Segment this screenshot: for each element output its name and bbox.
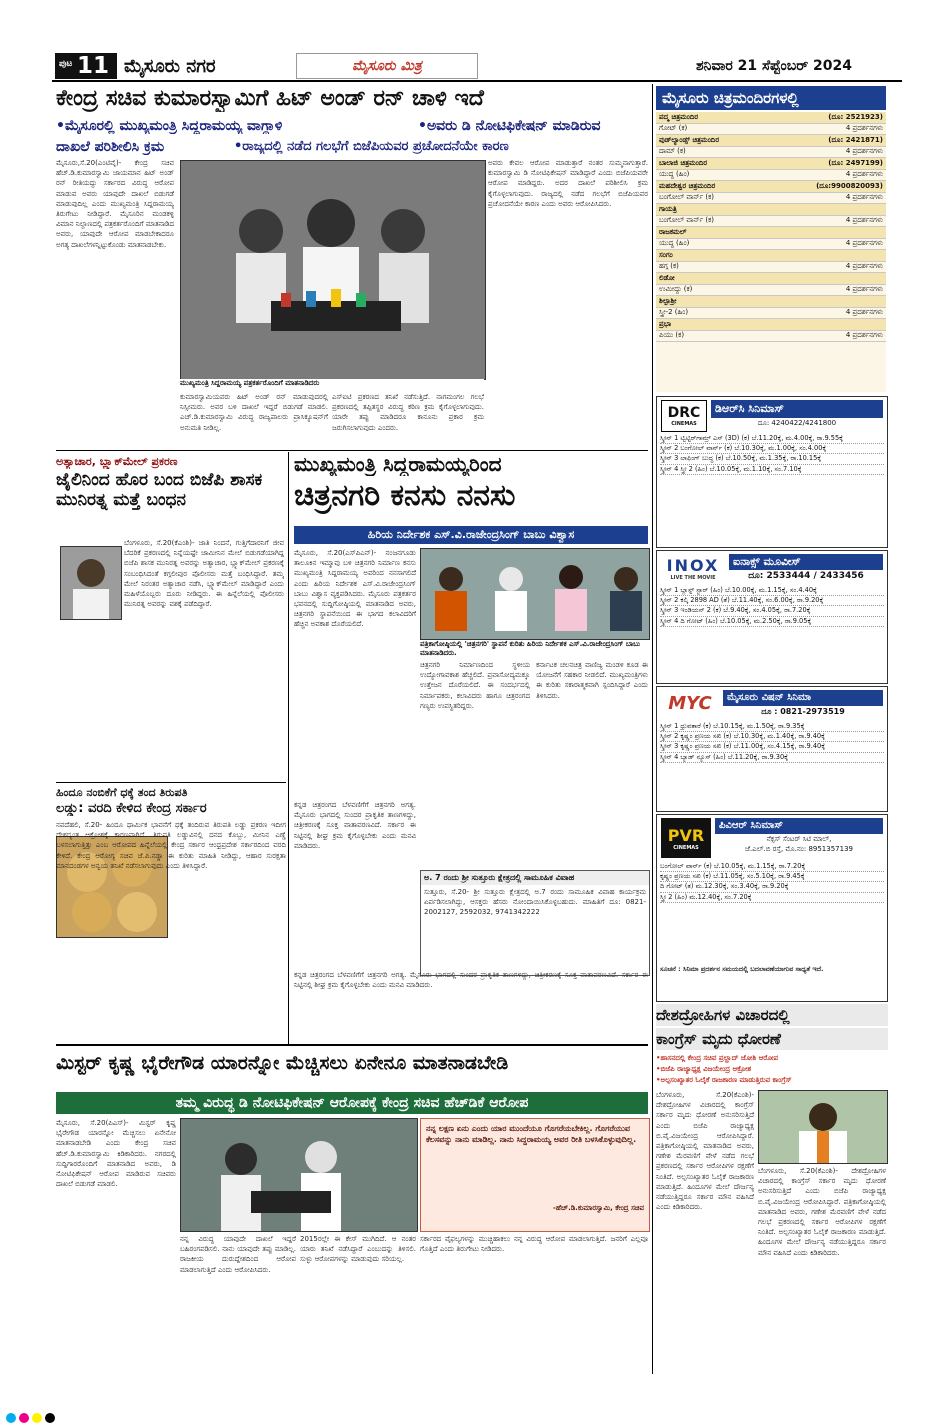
- divider: [56, 1044, 648, 1046]
- minister-press-photo-icon: [181, 1119, 417, 1231]
- theatre-row-info: 4 ಪ್ರದರ್ಶನಗಳು: [845, 124, 883, 133]
- drc-logo-sub: CINEMAS: [671, 421, 697, 427]
- theatre-name-row: [656, 296, 886, 308]
- quote-text: ನನ್ನ ಲಕ್ಷಣ ಏನು ಎಂದು ಯಾರ ಮುಂದೆಯೂ ಗೊಗರೆಯಬೇಕಿಲ್ಲ. ಗೊಗರೆಯುವ ಕೆಲಸವನ್ನು ನಾನು ಮಾಡಿಲ್ಲ. ನಾನು ಸಿದ್ದರಾಮಯ್ಯ ಅವರ ರೀತಿ ಬಳಸಿಕೊಳ್ಳುವುದಿಲ್ಲ.: [426, 1124, 637, 1144]
- myc-logo: MYC: [668, 692, 712, 714]
- masthead: ಮೈಸೂರು ಮಿತ್ರ: [296, 53, 478, 79]
- theatre-row-name: ಪದ್ಮ ಚಿತ್ರಮಂದಿರ: [659, 112, 699, 121]
- notice-box: [420, 870, 650, 976]
- theatre-show-row: [656, 170, 886, 182]
- theatre-row-name: ವುಡ್‌ಲ್ಯಾಂಡ್ಸ್ ಚಿತ್ರಮಂದಿರ: [659, 135, 720, 144]
- inox-showtimes: [657, 585, 887, 628]
- story6-body: ಬೆಂಗಳೂರು, ಸೆ.20(ಕೆಎಂಶಿ)- ದೇಶದ್ರೋಹಿಗಳ ವಿಚಾರದಲ್ಲಿ ಕಾಂಗ್ರೆಸ್ ಸರ್ಕಾರ ಮೃದು ಧೋರಣೆ ಅನುಸರಿಸುತ್ತಿದೆ ಎಂದು ಬಿಜೆಪಿ ರಾಜ್ಯಾಧ್ಯಕ್ಷ ಬಿ.ವೈ.ವಿಜಯೇಂದ್ರ ಆರೋಪಿಸಿದ್ದಾರೆ. ಪತ್ರಿಕಾಗೋಷ್ಠಿಯಲ್ಲಿ ಮಾತನಾಡಿದ ಅವರು, ಗಣೇಶ ಮೆರವಣಿಗೆ ವೇಳೆ ನಡೆದ ಗಲಭೆ ಪ್ರಕರಣದಲ್ಲಿ ಸರ್ಕಾರ ಆರೋಪಿಗಳ ರಕ್ಷಣೆಗೆ ನಿಂತಿದೆ. ಅಲ್ಪಸಂಖ್ಯಾತರ ಓಲೈಕೆ ರಾಜಕಾರಣ ಮಾಡುತ್ತಿದೆ. ಹಿಂದೂಗಳ ಮೇಲೆ ದೌರ್ಜನ್ಯ ನಡೆಯುತ್ತಿದ್ದರೂ ಸರ್ಕಾರ ಮೌನ ವಹಿಸಿದೆ ಎಂದು ಕಿಡಿಕಾರಿದರು.: [656, 1091, 754, 1212]
- drc-name: ಡಿಆರ್‌ಸಿ ಸಿನಿಮಾಸ್: [711, 400, 883, 418]
- theatre-row-info: (ದೂ: 2497199): [828, 158, 883, 167]
- lead-column-2: ಅವರು ಕೇವಲ ಆರೋಪ ಮಾಡುತ್ತಾರೆ ನಂತರ ಸುಮ್ಮನಾಗುತ್ತಾರೆ. ಕುಮಾರಸ್ವಾಮಿ ಡಿ ನೋಟಿಫಿಕೇಷನ್ ಮಾಡಿದ್ದಾರೆ ಎಂದು ಬಿಜೆಪಿಯವರೇ ಆರೋಪ ಮಾಡಿದ್ದರು. ಅದರ ದಾಖಲೆ ಪರಿಶೀಲಿಸಿ ಕ್ರಮ ಕೈಗೊಳ್ಳಲಾಗುವುದು. ರಾಜ್ಯದಲ್ಲಿ ನಡೆದ ಗಲಭೆಗೆ ಬಿಜೆಪಿಯವರ ಪ್ರಚೋದನೆಯೇ ಕಾರಣ ಎಂದು ಅವರು ಆರೋಪಿಸಿದರು.: [488, 159, 648, 208]
- showtime-line: ಕೃಷ್ಣಂ ಪ್ರಣಯ ಸಖಿ (ಕ) ಬೆ.11.05ಕ್ಕೆ, ಸಂ.5.10ಕ್ಕೆ, ರಾ.9.45ಕ್ಕೆ: [660, 872, 884, 882]
- color-registration-marks: [6, 1408, 58, 1427]
- myc-phone: ದೂ : 0821-2973519: [761, 707, 845, 716]
- drc-phone: ದೂ: 4240422/4241800: [757, 419, 837, 427]
- showtime-line: ಸ್ಕ್ರೀನ್ 3 ಲಾಫಿಂಗ್ ಬುದ್ಧ (ಕ) ಬೆ.10.50ಕ್ಕೆ, ಮ.1.35ಕ್ಕೆ, ರಾ.10.15ಕ್ಕೆ: [660, 454, 884, 464]
- lead-sub-4: •ರಾಜ್ಯದಲ್ಲಿ ನಡೆದ ಗಲಭೆಗೆ ಬಿಜೆಪಿಯವರ ಪ್ರಚೋದನೆಯೇ ಕಾರಣ: [234, 139, 509, 154]
- story4-column-2: ಕನ್ನಡ ಚಿತ್ರರಂಗದ ಬೆಳವಣಿಗೆಗೆ ಚಿತ್ರನಗರಿ ಅಗತ್ಯ. ಮೈಸೂರು ಭಾಗದಲ್ಲಿ ಸುಂದರ ಪ್ರಾಕೃತಿಕ ತಾಣಗಳಿದ್ದು, ಚಿತ್ರೀಕರಣಕ್ಕೆ ಸೂಕ್ತ ವಾತಾವರಣವಿದೆ. ಸರ್ಕಾರ ಈ ನಿಟ್ಟಿನಲ್ಲಿ ಶೀಘ್ರ ಕ್ರಮ ಕೈಗೊಳ್ಳಬೇಕು ಎಂದು ಮನವಿ ಮಾಡಿದರು.: [294, 801, 416, 850]
- inox-logo-sub: LIVE THE MOVIE: [670, 574, 716, 581]
- theatre-row-name: ಪಿಯು (ಕ): [659, 331, 685, 340]
- theatre-row-info: 4 ಪ್ರದರ್ಶನಗಳು: [845, 170, 883, 179]
- theatre-row-info: (ದೂ: 2521923): [828, 112, 883, 121]
- theatre-row-info: (ದೂ: 2421871): [828, 135, 883, 144]
- showtime-line: ದಿ ಗೋಟ್ (ತ) ಮ.12.30ಕ್ಕೆ, ಸಂ.3.40ಕ್ಕೆ, ರಾ.9.20ಕ್ಕೆ: [660, 882, 884, 892]
- theatre-show-row: [656, 124, 886, 136]
- inox-logo-text: INOX: [666, 555, 720, 575]
- story5-column-3: 2015ರಲ್ಲೇ ಈ ಕೇಸ್ ಮುಗಿದಿದೆ. ಆ ನಂತರ ಯಾರು ತನಿಖೆ ನಡೆಸಿದ್ದಾರೆ ಎಂಬುದನ್ನು ತಿಳಿಸಲಿ. ಸುಳ್ಳು ಆರೋಪಗಳನ್ನು ಮಾಡುವುದು ಸರಿಯಲ್ಲ.: [300, 1235, 416, 1264]
- story5-column-2: ನನ್ನ ವಿರುದ್ಧ ಯಾವುದೇ ದಾಖಲೆ ಇದ್ದರೆ ಬಹಿರಂಗಪಡಿಸಲಿ. ನಾನು ಯಾವುದೇ ತಪ್ಪು ಮಾಡಿಲ್ಲ. ರಾಜಕೀಯ ದುರುದ್ದೇಶದಿಂದ ಆರೋಪ ಮಾಡಲಾಗುತ್ತಿದೆ ಎಂದು ಆರೋಪಿಸಿದರು.: [180, 1235, 296, 1274]
- theatre-show-row: [656, 285, 886, 297]
- divider: [652, 84, 653, 1374]
- story6-bullet-3: •ಅಲ್ಪಸಂಖ್ಯಾತರ ಓಲೈಕೆ ರಾಜಕಾರಣ ಮಾಡುತ್ತಿರುವ ಕಾಂಗ್ರೆಸ್: [656, 1076, 792, 1084]
- notice-body: ಸುತ್ತೂರು, ಸೆ.20- ಶ್ರೀ ಸುತ್ತೂರು ಕ್ಷೇತ್ರದಲ್ಲಿ ಅ.7 ರಂದು ಸಾಮೂಹಿಕ ವಿವಾಹ ಕಾರ್ಯಕ್ರಮ ಏರ್ಪಡಿಸಲಾಗಿದ್ದು, ಆಸಕ್ತರು ಹೆಸರು ನೋಂದಾಯಿಸಿಕೊಳ್ಳಬಹುದು. ಮಾಹಿತಿಗೆ ದೂ: 0821-2002127, 2592032, 9741342222: [424, 888, 646, 917]
- story2-kicker: ಅತ್ಯಾಚಾರ, ಬ್ಲ್ಯಾಕ್‌ಮೇಲ್ ಪ್ರಕರಣ: [56, 455, 178, 468]
- page-number-box: [55, 53, 117, 79]
- showtime-line: ಸ್ಕ್ರೀನ್ 2 ಬಂಗೋಲ್ ವಾರ್ನ್ (ಕ) ಬೆ.10.30ಕ್ಕೆ, ಮ.1.00ಕ್ಕೆ, ಸಂ.4.00ಕ್ಕೆ: [660, 444, 884, 454]
- inox-box: [656, 550, 888, 684]
- pvr-address: ನೆಕ್ಸಸ್ ಸೆಂಟರ್ ಸಿಟಿ ಮಾಲ್,: [766, 835, 832, 843]
- story4-column-4: ಕರ್ನಾಟಕ ಚಲನಚಿತ್ರ ವಾಣಿಜ್ಯ ಮಂಡಳಿ ಕೂಡ ಈ ಯೋಜನೆಗೆ ಸಹಕಾರ ನೀಡಲಿದೆ. ಮುಖ್ಯಮಂತ್ರಿಗಳು ಈ ಕುರಿತು ಸಕಾರಾತ್ಮಕವಾಗಿ ಸ್ಪಂದಿಸಿದ್ದಾರೆ ಎಂದು ತಿಳಿಸಿದರು.: [536, 661, 648, 700]
- notice-title: ಅ. 7 ರಂದು ಶ್ರೀ ಸುತ್ತೂರು ಕ್ಷೇತ್ರದಲ್ಲಿ ಸಾಮೂಹಿಕ ವಿವಾಹ: [421, 871, 649, 885]
- theatre-name-row: [656, 158, 886, 170]
- theatre-show-row: [656, 216, 886, 228]
- date-line: ಶನಿವಾರ 21 ಸೆಪ್ಟೆಂಬರ್ 2024: [696, 58, 853, 74]
- theatre-name-row: [656, 250, 886, 262]
- story4-column-5: ಕನ್ನಡ ಚಿತ್ರರಂಗದ ಬೆಳವಣಿಗೆಗೆ ಚಿತ್ರನಗರಿ ಅಗತ್ಯ. ಮೈಸೂರು ಭಾಗದಲ್ಲಿ ಸುಂದರ ಪ್ರಾಕೃತಿಕ ತಾಣಗಳಿದ್ದು, ಚಿತ್ರೀಕರಣಕ್ಕೆ ಸೂಕ್ತ ವಾತಾವರಣವಿದೆ. ಸರ್ಕಾರ ಈ ನಿಟ್ಟಿನಲ್ಲಿ ಶೀಘ್ರ ಕ್ರಮ ಕೈಗೊಳ್ಳಬೇಕು ಎಂದು ಮನವಿ ಮಾಡಿದರು.: [294, 971, 648, 990]
- story6-body-2: ಬೆಂಗಳೂರು, ಸೆ.20(ಕೆಎಂಶಿ)- ದೇಶದ್ರೋಹಿಗಳ ವಿಚಾರದಲ್ಲಿ ಕಾಂಗ್ರೆಸ್ ಸರ್ಕಾರ ಮೃದು ಧೋರಣೆ ಅನುಸರಿಸುತ್ತಿದೆ ಎಂದು ಬಿಜೆಪಿ ರಾಜ್ಯಾಧ್ಯಕ್ಷ ಬಿ.ವೈ.ವಿಜಯೇಂದ್ರ ಆರೋಪಿಸಿದ್ದಾರೆ. ಪತ್ರಿಕಾಗೋಷ್ಠಿಯಲ್ಲಿ ಮಾತನಾಡಿದ ಅವರು, ಗಣೇಶ ಮೆರವಣಿಗೆ ವೇಳೆ ನಡೆದ ಗಲಭೆ ಪ್ರಕರಣದಲ್ಲಿ ಸರ್ಕಾರ ಆರೋಪಿಗಳ ರಕ್ಷಣೆಗೆ ನಿಂತಿದೆ. ಅಲ್ಪಸಂಖ್ಯಾತರ ಓಲೈಕೆ ರಾಜಕಾರಣ ಮಾಡುತ್ತಿದೆ. ಹಿಂದೂಗಳ ಮೇಲೆ ದೌರ್ಜನ್ಯ ನಡೆಯುತ್ತಿದ್ದರೂ ಸರ್ಕಾರ ಮೌನ ವಹಿಸಿದೆ ಎಂದು ಕಿಡಿಕಾರಿದರು.: [758, 1167, 886, 1257]
- pvr-logo-text: PVR: [667, 825, 705, 845]
- story3-kicker: ಹಿಂದೂ ನಂಬಿಕೆಗೆ ಧಕ್ಕೆ ತಂದ ತಿರುಪತಿ: [56, 786, 188, 799]
- theatre-list: [656, 112, 886, 392]
- theatre-row-name: ಮಹದೇಶ್ವರ ಚಿತ್ರಮಂದಿರ: [659, 181, 716, 190]
- pvr-phone: ಜೆ.ಎಲ್.ಬಿ ರಸ್ತೆ, ಮೊ.ನಂ: 8951357139: [745, 845, 853, 853]
- pvr-box: [656, 814, 888, 1002]
- theatre-row-name: ಶಿಲ್ಪಾಶ್ರೀ: [659, 296, 677, 305]
- showtime-line: ಸ್ಕ್ರೀನ್ 4 ಸ್ತ್ರೀ 2 (ಹಿಂ) ಬೆ.10.05ಕ್ಕೆ, ಮ.1.10ಕ್ಕೆ, ಸಂ.7.10ಕ್ಕೆ: [660, 465, 884, 475]
- quote-attribution: -ಹೆಚ್.ಡಿ.ಕುಮಾರಸ್ವಾಮಿ, ಕೇಂದ್ರ ಸಚಿವ: [553, 1204, 644, 1212]
- divider: [56, 782, 286, 783]
- lead-photo: [180, 160, 486, 380]
- theatre-row-info: 4 ಪ್ರದರ್ಶನಗಳು: [845, 308, 883, 317]
- pvr-note: ಸೂಚನೆ : ಸಿನಿಮಾ ಪ್ರದರ್ಶನ ಸಮಯದಲ್ಲಿ ಬದಲಾವಣೆಯಾಗುವ ಸಾಧ್ಯತೆ ಇದೆ.: [660, 965, 824, 973]
- story6-headline-1: ದೇಶದ್ರೋಹಿಗಳ ವಿಚಾರದಲ್ಲಿ: [656, 1004, 888, 1026]
- story6-bullet-1: •ಹಾಸನದಲ್ಲಿ ಕೇಂದ್ರ ಸಚಿವ ಪ್ರಲ್ಹಾದ್ ಜೋಶಿ ಆರೋಪ: [656, 1054, 779, 1062]
- myc-showtimes: [657, 721, 887, 764]
- quote-box: [420, 1118, 650, 1232]
- theatre-row-info: 4 ಪ್ರದರ್ಶನಗಳು: [845, 239, 883, 248]
- drc-logo-text: DRC: [667, 405, 701, 421]
- showtime-line: ಸ್ತ್ರೀ 2 (ಹಿಂ) ಮ.12.40ಕ್ಕೆ, ಸಂ.7.20ಕ್ಕೆ: [660, 893, 884, 903]
- theatre-name-row: [656, 135, 886, 147]
- story4-photo: [420, 548, 650, 640]
- inox-phone: ದೂ: 2533444 / 2433456: [748, 571, 864, 581]
- story2-body: ಬೆಂಗಳೂರು, ಸೆ.20(ಕೆಎಂಶಿ)- ಜಾತಿ ನಿಂದನೆ, ಗುತ್ತಿಗೆದಾರನಿಗೆ ಜೀವ ಬೆದರಿಕೆ ಪ್ರಕರಣದಲ್ಲಿ ನಿನ್ನೆಯಷ್ಟೇ ಜಾಮೀನಿನ ಮೇಲೆ ಬಿಡುಗಡೆಯಾಗಿದ್ದ ಬಿಜೆಪಿ ಶಾಸಕ ಮುನಿರತ್ನ ಅವರನ್ನು ಅತ್ಯಾಚಾರ, ಬ್ಲ್ಯಾಕ್‌ಮೇಲ್ ಪ್ರಕರಣಕ್ಕೆ ಸಂಬಂಧಿಸಿದಂತೆ ಕಗ್ಗಲೀಪುರ ಪೊಲೀಸರು ಮತ್ತೆ ಬಂಧಿಸಿದ್ದಾರೆ. ತಮ್ಮ ಮೇಲೆ ನಿರಂತರ ಅತ್ಯಾಚಾರ ನಡೆಸಿ, ಬ್ಲ್ಯಾಕ್‌ಮೇಲ್ ಮಾಡಿದ್ದಾರೆ ಎಂದು ಮಹಿಳೆಯೊಬ್ಬರು ದೂರು ನೀಡಿದ್ದರು. ಈ ಹಿನ್ನೆಲೆಯಲ್ಲಿ ಪೊಲೀಸರು ಮುನಿರತ್ನ ಅವರನ್ನು ವಶಕ್ಕೆ ಪಡೆದಿದ್ದಾರೆ.: [124, 539, 284, 609]
- story5-column-1: ಮೈಸೂರು, ಸೆ.20(ಪಿಎಸ್)- ಮಿಸ್ಟರ್ ಕೃಷ್ಣ ಭೈರೇಗೌಡ ಯಾರನ್ನೋ ಮೆಚ್ಚಿಸಲು ಏನೇನೋ ಮಾತನಾಡಬೇಡಿ ಎಂದು ಕೇಂದ್ರ ಸಚಿವ ಹೆಚ್.ಡಿ.ಕುಮಾರಸ್ವಾಮಿ ಕಿಡಿಕಾರಿದರು. ನಗರದಲ್ಲಿ ಸುದ್ದಿಗಾರರೊಂದಿಗೆ ಮಾತನಾಡಿದ ಅವರು, ಡಿ ನೋಟಿಫಿಕೇಷನ್ ಆರೋಪ ಮಾಡಿರುವ ಸಚಿವರು ದಾಖಲೆ ಬಿಡುಗಡೆ ಮಾಡಲಿ.: [56, 1119, 176, 1189]
- theatre-row-name: ಲಿಡೋ: [659, 273, 675, 282]
- theatre-row-name: ಗೋಟ್ (ಕ): [659, 124, 688, 133]
- theatre-name-row: [656, 204, 886, 216]
- lead-column-4: ಎಸ್‌ಐಟಿ ಪ್ರಕರಣದ ತನಿಖೆ ನಡೆಸುತ್ತಿದೆ. ನಾಗಮಂಗಲ ಗಲಭೆ ಪ್ರಕರಣದಲ್ಲಿ ತಪ್ಪಿತಸ್ಥರ ವಿರುದ್ಧ ಕಠಿಣ ಕ್ರಮ ಕೈಗೊಳ್ಳಲಾಗುವುದು. ಯಾರೇ ತಪ್ಪು ಮಾಡಿದರೂ ಕಾನೂನು ಪ್ರಕಾರ ಕ್ರಮ ಜರುಗಿಸಲಾಗುವುದು ಎಂದರು.: [332, 393, 484, 432]
- theatre-name-row: [656, 181, 886, 193]
- myc-box: [656, 686, 888, 812]
- story4-column-1: ಮೈಸೂರು, ಸೆ.20(ಎಸ್‌ಪಿಎನ್)- ನಂಜನಗೂಡು ತಾಲೂಕಿನ ಇಮ್ಮಾವು ಬಳಿ ಚಿತ್ರನಗರಿ ನಿರ್ಮಾಣ ಕನಸು ಮುಖ್ಯಮಂತ್ರಿ ಸಿದ್ದರಾಮಯ್ಯ ಅವರಿಂದ ನನಸಾಗಲಿದೆ ಎಂದು ಹಿರಿಯ ನಿರ್ದೇಶಕ ಎಸ್.ವಿ.ರಾಜೇಂದ್ರಸಿಂಗ್ ಬಾಬು ವಿಶ್ವಾಸ ವ್ಯಕ್ತಪಡಿಸಿದರು. ಮೈಸೂರು ಪತ್ರಕರ್ತರ ಭವನದಲ್ಲಿ ಸುದ್ದಿಗೋಷ್ಠಿಯಲ್ಲಿ ಮಾತನಾಡಿದ ಅವರು, ಚಿತ್ರನಗರಿ ಸ್ಥಾಪನೆಯಿಂದ ಈ ಭಾಗದ ಕಲಾವಿದರಿಗೆ ಹೆಚ್ಚಿನ ಅವಕಾಶ ದೊರೆಯಲಿದೆ.: [294, 549, 416, 629]
- theatre-row-name: ದಾಮ್ (ಕ): [659, 147, 686, 156]
- drc-box: [656, 396, 888, 548]
- story5-subhead: ತಮ್ಮ ವಿರುದ್ಧ ಡಿ ನೋಟಿಫಿಕೇಷನ್ ಆರೋಪಕ್ಕೆ ಕೇಂದ್ರ ಸಚಿವ ಹೆಚ್‌ಡಿಕೆ ಆರೋಪ: [56, 1092, 648, 1114]
- story5-photo: [180, 1118, 418, 1232]
- divider: [288, 452, 289, 1044]
- theatre-row-name: ಯುದ್ಧ (ಹಿಂ): [659, 170, 690, 179]
- lead-photo-caption: ಮುಖ್ಯಮಂತ್ರಿ ಸಿದ್ದರಾಮಯ್ಯ ಪತ್ರಕರ್ತರೊಂದಿಗೆ ಮಾತನಾಡಿದರು: [180, 379, 484, 389]
- showtime-line: ಸ್ಕ್ರೀನ್ 3 ಇಂಡಿಯನ್ 2 (ಕ) ಬೆ.9.40ಕ್ಕೆ, ಸಂ.4.05ಕ್ಕೆ, ರಾ.7.20ಕ್ಕೆ: [660, 606, 884, 616]
- story4-headline-2: ಚಿತ್ರನಗರಿ ಕನಸು ನನಸು: [294, 478, 516, 513]
- theatre-row-name: ಸಂಗಂ: [659, 250, 673, 259]
- theatre-show-row: [656, 147, 886, 159]
- lead-column-1: ಮೈಸೂರು,ಸೆ.20(ಎಂಟಿವೈ)- ಕೇಂದ್ರ ಸಚಿವ ಹೆಚ್.ಡಿ.ಕುಮಾರಸ್ವಾಮಿ ಜಾಯಮಾನ ಹಿಟ್ ಅಂಡ್ ರನ್ ರೀತಿಯದ್ದು ಸರ್ಕಾರದ ವಿರುದ್ಧ ಆರೋಪ ಮಾಡುವ ಅವರು ಯಾವುದೇ ದಾಖಲೆ ಬಿಡುಗಡೆ ಮಾಡುವುದಿಲ್ಲ ಎಂದು ಮುಖ್ಯಮಂತ್ರಿ ಸಿದ್ದರಾಮಯ್ಯ ತಿರುಗೇಟು ನೀಡಿದ್ದಾರೆ. ಮೈಸೂರಿನ ಮಂಡಕಳ್ಳಿ ವಿಮಾನ ನಿಲ್ದಾಣದಲ್ಲಿ ಪತ್ರಕರ್ತರೊಂದಿಗೆ ಮಾತನಾಡಿದ ಅವರು, ಯಾವುದೇ ಆರೋಪ ಮಾಡಬೇಕಾದರೂ ಅಗತ್ಯ ದಾಖಲೆಗಳನ್ನಿಟ್ಟುಕೊಂಡು ಮಾತನಾಡಬೇಕು.: [56, 159, 174, 249]
- pvr-showtimes: [657, 861, 887, 904]
- theatre-row-info: 4 ಪ್ರದರ್ಶನಗಳು: [845, 193, 883, 202]
- portrait-icon: [61, 547, 121, 619]
- theatre-row-info: 4 ಪ್ರದರ್ಶನಗಳು: [845, 216, 883, 225]
- divider: [56, 450, 648, 451]
- theatre-row-info: 4 ಪ್ರದರ್ಶನಗಳು: [845, 262, 883, 271]
- story4-subhead: ಹಿರಿಯ ನಿರ್ದೇಶಕ ಎಸ್.ವಿ.ರಾಜೇಂದ್ರಸಿಂಗ್ ಬಾಬು ವಿಶ್ವಾಸ: [294, 526, 648, 544]
- story6-headline-2: ಕಾಂಗ್ರೆಸ್ ಮೃದು ಧೋರಣೆ: [656, 1028, 888, 1050]
- theatre-name-row: [656, 112, 886, 124]
- showtime-line: ಬಂಗೋಲ್ ವಾರ್ನ್ (ಕ) ಬೆ.10.05ಕ್ಕೆ, ಮ.1.15ಕ್ಕೆ, ರಾ.7.20ಕ್ಕೆ: [660, 862, 884, 872]
- story5-headline: ಮಿಸ್ಟರ್ ಕೃಷ್ಣ ಭೈರೇಗೌಡ ಯಾರನ್ನೋ ಮೆಚ್ಚಿಸಲು ಏನೇನೂ ಮಾತನಾಡಬೇಡಿ: [56, 1052, 509, 1074]
- story6-photo: [758, 1090, 888, 1164]
- inox-name: ಐನಾಕ್ಸ್ ಮೂವೀಸ್: [729, 554, 883, 570]
- theatres-title: ಮೈಸೂರು ಚಿತ್ರಮಂದಿರಗಳಲ್ಲಿ: [656, 86, 886, 110]
- drc-showtimes: [657, 433, 887, 476]
- myc-name: ಮೈಸೂರು ವಿಷನ್ ಸಿನಿಮಾ: [723, 690, 883, 706]
- lead-sub-1: •ಮೈಸೂರಲ್ಲಿ ಮುಖ್ಯಮಂತ್ರಿ ಸಿದ್ದರಾಮಯ್ಯ ವಾಗ್ದಾಳಿ: [56, 118, 283, 134]
- lead-sub-3: ದಾಖಲೆ ಪರಿಶೀಲಿಸಿ ಕ್ರಮ: [56, 139, 165, 155]
- story3-headline: ಲಡ್ಡು: ವರದಿ ಕೇಳಿದ ಕೇಂದ್ರ ಸರ್ಕಾರ: [56, 801, 207, 816]
- theatre-show-row: [656, 262, 886, 274]
- showtime-line: ಸ್ಕ್ರೀನ್ 1 ಬ್ಲಾಸ್ಟ್ ಸ್ಟಾರ್ (ಹಿಂ) ಬೆ.10.00ಕ್ಕೆ, ಮ.1.15ಕ್ಕೆ, ಸಂ.4.40ಕ್ಕೆ: [660, 586, 884, 596]
- inox-logo: [661, 554, 725, 582]
- theatre-row-name: ಸ್ತ್ರೀ-2 (ಹಿಂ): [659, 308, 689, 317]
- lead-sub-2: •ಅವರು ಡಿ ನೋಟಿಫಿಕೇಷನ್ ಮಾಡಿರುವ: [418, 118, 601, 134]
- theatre-show-row: [656, 331, 886, 343]
- showtime-line: ಸ್ಕ್ರೀನ್ 3 ಕೃಷ್ಣಂ ಪ್ರಣಯ ಸಖಿ (ಕ) ಬೆ.11.00ಕ್ಕೆ, ಸಂ.4.15ಕ್ಕೆ, ರಾ.9.40ಕ್ಕೆ: [660, 742, 884, 752]
- showtime-line: ಸ್ಕ್ರೀನ್ 2 ಕಲ್ಕಿ 2898 AD (ತೆ) ಬೆ.11.40ಕ್ಕೆ, ಸಂ.6.00ಕ್ಕೆ, ರಾ.9.20ಕ್ಕೆ: [660, 596, 884, 606]
- story4-photo-caption: ಪತ್ರಿಕಾಗೋಷ್ಠಿಯಲ್ಲಿ 'ಚಿತ್ರನಗರಿ' ಸ್ಥಾಪನೆ ಕುರಿತು ಹಿರಿಯ ನಿರ್ದೇಶಕ ಎಸ್.ವಿ.ರಾಜೇಂದ್ರಸಿಂಗ್ ಬಾಬು ಮಾತನಾಡಿದರು.: [420, 640, 648, 658]
- showtime-line: ಸ್ಕ್ರೀನ್ 4 ಬ್ಯಾಡ್ ನ್ಯೂಸ್ (ಹಿಂ) ಬೆ.11.20ಕ್ಕೆ, ರಾ.9.30ಕ್ಕೆ: [660, 753, 884, 763]
- showtime-line: ಸ್ಕ್ರೀನ್ 4 ದಿ ಗೋಟ್ (ಹಿಂ) ಬೆ.10.05ಕ್ಕೆ, ಮ.2.50ಕ್ಕೆ, ರಾ.9.05ಕ್ಕೆ: [660, 617, 884, 627]
- theatre-row-name: ಹಗ್ಗ (ಕ): [659, 262, 679, 271]
- story4-column-3: ಚಿತ್ರನಗರಿ ನಿರ್ಮಾಣದಿಂದ ಸ್ಥಳೀಯ ಉದ್ಯೋಗಾವಕಾಶ ಹೆಚ್ಚಲಿದೆ. ಪ್ರವಾಸೋದ್ಯಮಕ್ಕೂ ಉತ್ತೇಜನ ದೊರೆಯಲಿದೆ. ಈ ಸಂದರ್ಭದಲ್ಲಿ ನಿರ್ಮಾಪಕರು, ಕಲಾವಿದರು ಹಾಗೂ ಚಿತ್ರರಂಗದ ಗಣ್ಯರು ಉಪಸ್ಥಿತರಿದ್ದರು.: [420, 661, 530, 710]
- theatre-row-name: ಗಾಯತ್ರಿ: [659, 204, 677, 213]
- theatre-row-info: 4 ಪ್ರದರ್ಶನಗಳು: [845, 285, 883, 294]
- showtime-line: ಸ್ಕ್ರೀನ್ 1 ಧ್ರುವತಾರೆ (ಕ) ಬೆ.10.15ಕ್ಕೆ, ಮ.1.50ಕ್ಕೆ, ರಾ.9.35ಕ್ಕೆ: [660, 722, 884, 732]
- theatre-show-row: [656, 308, 886, 320]
- pvr-name: ಪಿವಿಆರ್ ಸಿನಿಮಾಸ್: [715, 818, 883, 834]
- theatre-row-name: ಬಂಗೋಲ್ ವಾರ್ನ್ (ಕ): [659, 216, 715, 225]
- theatre-row-name: ರಾಜಕಮಲ್: [659, 227, 687, 236]
- theatre-row-name: ಬಾಲಾಜಿ ಚಿತ್ರಮಂದಿರ: [659, 158, 708, 167]
- theatre-row-info: (ದೂ:9900820093): [816, 181, 883, 190]
- theatre-show-row: [656, 239, 886, 251]
- leader-portrait-icon: [759, 1091, 887, 1163]
- lead-column-3: ಕುಮಾರಸ್ವಾಮಿಯವರು ಹಿಟ್ ಅಂಡ್ ರನ್ ಮಾಡುವುದರಲ್ಲಿ ನಿಸ್ಸೀಮರು. ಅವರ ಬಳಿ ದಾಖಲೆ ಇದ್ದರೆ ಬಿಡುಗಡೆ ಮಾಡಲಿ. ಎಚ್.ಡಿ.ಕುಮಾರಸ್ವಾಮಿ ವಿರುದ್ಧ ರಾಜ್ಯಪಾಲರು ಪ್ರಾಸಿಕ್ಯೂಷನ್‌ಗೆ ಅನುಮತಿ ನೀಡಿಲ್ಲ.: [180, 393, 328, 432]
- story4-headline-1: ಮುಖ್ಯಮಂತ್ರಿ ಸಿದ್ದರಾಮಯ್ಯರಿಂದ: [294, 452, 502, 476]
- showtime-line: ಸ್ಕ್ರೀನ್ 2 ಕೃಷ್ಣಂ ಪ್ರಣಯ ಸಖಿ (ಕ) ಬೆ.10.30ಕ್ಕೆ, ಮ.1.40ಕ್ಕೆ, ರಾ.9.40ಕ್ಕೆ: [660, 732, 884, 742]
- theatre-row-info: 4 ಪ್ರದರ್ಶನಗಳು: [845, 331, 883, 340]
- theatre-row-name: ಪ್ರಭಾ: [659, 319, 672, 328]
- pvr-logo-sub: CINEMAS: [673, 844, 699, 851]
- pvr-logo: [661, 818, 711, 858]
- story2-photo: [60, 546, 122, 620]
- theatre-row-name: ಬಂಗೋಲ್ ವಾರ್ನ್ (ಕ): [659, 193, 715, 202]
- story5-column-4: ಸರ್ಕಾರದ ವೈಫಲ್ಯಗಳನ್ನು ಮುಚ್ಚಿಹಾಕಲು ನನ್ನ ವಿರುದ್ಧ ಆರೋಪ ಮಾಡಲಾಗುತ್ತಿದೆ. ಜನರಿಗೆ ಎಲ್ಲವೂ ಗೊತ್ತಿದೆ ಎಂದು ತಿರುಗೇಟು ನೀಡಿದರು.: [420, 1235, 648, 1254]
- press-conference-photo-icon: [421, 549, 649, 639]
- showtime-line: ಸ್ಕ್ರೀನ್ 1 ಟ್ವಿಟ್ಟಿರ್‌ಗಾಮ್ರ್ ಎಸ್ (3D) (ಕ) ಬೆ.11.20ಕ್ಕೆ, ಮ.4.00ಕ್ಕೆ, ರಾ.9.55ಕ್ಕೆ: [660, 434, 884, 444]
- page-label: ಪುಟ: [59, 59, 73, 69]
- drc-logo: [661, 400, 707, 432]
- theatre-row-info: 4 ಪ್ರದರ್ಶನಗಳು: [845, 147, 883, 156]
- story2-headline: ಜೈಲಿನಿಂದ ಹೊರ ಬಂದ ಬಿಜೆಪಿ ಶಾಸಕ ಮುನಿರತ್ನ ಮತ್ತೆ ಬಂಧನ: [56, 470, 263, 510]
- theatre-row-name: ಉಮೀದ್ದು (ಕ): [659, 285, 693, 294]
- story3-body: ನವದೆಹಲಿ, ಸೆ.20- ಹಿಂದೂ ಧಾರ್ಮಿಕ ಭಾವನೆಗೆ ಧಕ್ಕೆ ತಂದಿರುವ ತಿರುಪತಿ ಲಡ್ಡು ಪ್ರಕರಣ ಇದೀಗ ದೇಶದ್ಯಂತ ಆಕ್ರೋಶಕ್ಕೆ ಕಾರಣವಾಗಿದೆ. ತಿರುಪತಿ ಲಡ್ಡುವಿನಲ್ಲಿ ದನದ ಕೊಬ್ಬು, ಮೀನಿನ ಎಣ್ಣೆ ಬಳಸಲಾಗುತ್ತಿತ್ತು ಎಂಬ ಆರೋಪದ ಹಿನ್ನೆಲೆಯಲ್ಲಿ ಕೇಂದ್ರ ಸರ್ಕಾರ ಆಂಧ್ರಪ್ರದೇಶ ಸರ್ಕಾರದಿಂದ ವರದಿ ಕೇಳಿದೆ. ಕೇಂದ್ರ ಆರೋಗ್ಯ ಸಚಿವ ಜೆ.ಪಿ.ನಡ್ಡಾ ಈ ಕುರಿತು ಮಾಹಿತಿ ನೀಡಿದ್ದು, ಆಹಾರ ಸುರಕ್ಷತಾ ಮಾನದಂಡಗಳ ಅನ್ವಯ ತನಿಖೆ ನಡೆಸಲಾಗುವುದು ಎಂದು ತಿಳಿಸಿದ್ದಾರೆ.: [56, 821, 286, 870]
- lead-headline: ಕೇಂದ್ರ ಸಚಿವ ಕುಮಾರಸ್ವಾಮಿಗೆ ಹಿಟ್ ಅಂಡ್ ರನ್ ಚಾಳಿ ಇದೆ: [56, 86, 484, 111]
- theatre-row-name: ಯುದ್ಧ (ಹಿಂ): [659, 239, 690, 248]
- theatre-name-row: [656, 273, 886, 285]
- theatre-show-row: [656, 193, 886, 205]
- section-name: ಮೈಸೂರು ನಗರ: [124, 56, 216, 77]
- press-meet-photo-icon: [181, 161, 485, 379]
- page-number: 11: [77, 53, 110, 79]
- theatre-name-row: [656, 319, 886, 331]
- story6-bullet-2: •ಬಿಜೆಪಿ ರಾಜ್ಯಾಧ್ಯಕ್ಷ ವಿಜಯೇಂದ್ರ ಆಕ್ರೋಶ: [656, 1065, 752, 1073]
- theatre-name-row: [656, 227, 886, 239]
